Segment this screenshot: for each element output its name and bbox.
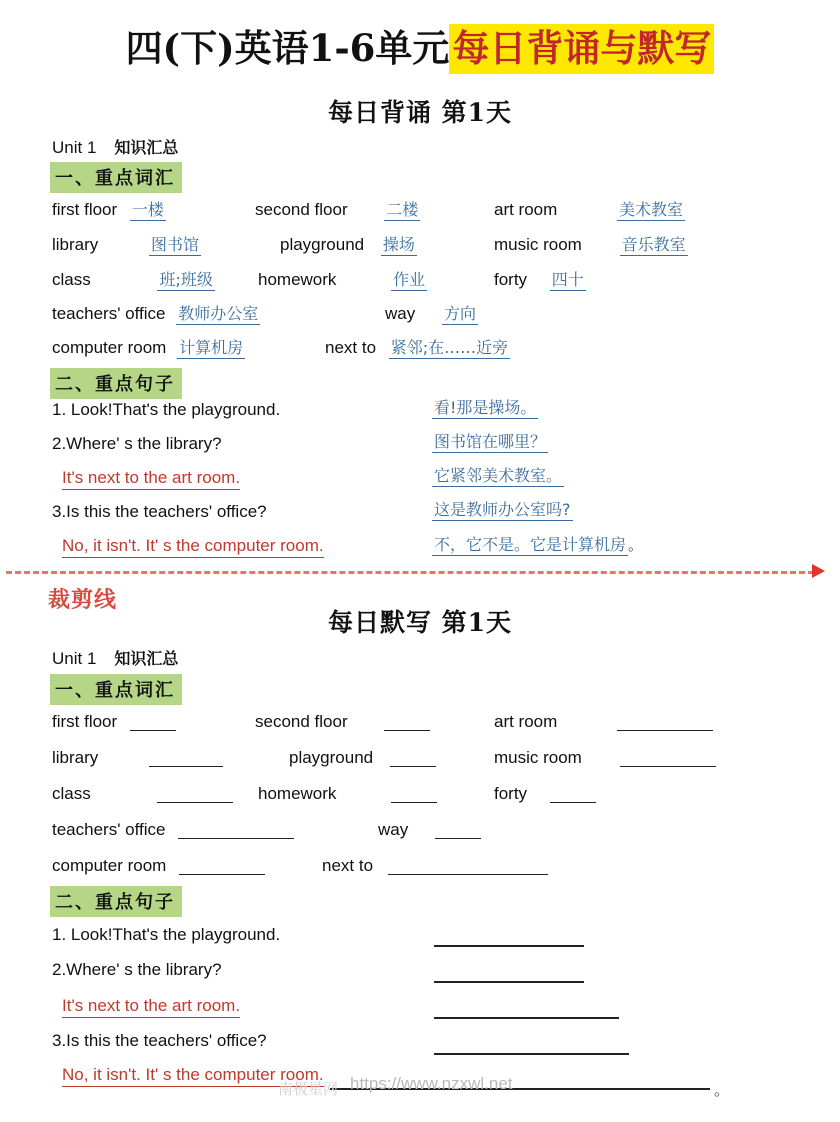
vocab-term: playground bbox=[280, 235, 365, 254]
sentence-answer: 图书馆在哪里？ bbox=[434, 432, 547, 451]
sentence-en-red: No, it isn't. It' s the computer room. bbox=[62, 536, 324, 558]
vocab-row bbox=[52, 200, 166, 221]
vocab-answer: 二楼 bbox=[386, 200, 419, 219]
vocab-term: computer room bbox=[52, 856, 167, 875]
vocab-row bbox=[52, 270, 215, 291]
cut-line-arrow-icon bbox=[812, 564, 825, 578]
unit-header-bottom bbox=[52, 646, 178, 669]
vocab-row-blank bbox=[258, 784, 437, 804]
sentence-row bbox=[52, 400, 280, 420]
sentence-row-blank bbox=[52, 925, 280, 945]
answer-blank[interactable] bbox=[391, 788, 437, 803]
recite-subtitle: 每日背诵 第1天 bbox=[327, 98, 513, 127]
vocab-term: teachers' office bbox=[52, 820, 166, 839]
watermark-cn-text: 南极星网 bbox=[278, 1080, 339, 1098]
vocab-row bbox=[52, 304, 260, 325]
vocab-answer: 作业 bbox=[393, 270, 426, 289]
vocab-answer: 计算机房 bbox=[179, 338, 244, 357]
cut-line-dashes bbox=[6, 571, 814, 574]
vocab-answer: 操场 bbox=[382, 235, 415, 254]
vocab-term: library bbox=[52, 235, 99, 254]
vocab-term: second floor bbox=[255, 712, 348, 731]
vocab-row-blank bbox=[52, 820, 294, 840]
vocab-row-blank bbox=[494, 712, 713, 732]
sentence-answer-blank[interactable] bbox=[434, 1017, 619, 1019]
answer-blank[interactable] bbox=[130, 716, 176, 731]
vocab-term: way bbox=[378, 820, 409, 839]
sentence-en: 3.Is this the teachers' office? bbox=[52, 502, 267, 521]
vocab-row-blank bbox=[494, 784, 596, 804]
vocab-term: class bbox=[52, 784, 91, 803]
unit-cn-top: 知识汇总 bbox=[114, 138, 179, 157]
vocab-row-blank bbox=[378, 820, 481, 840]
vocab-term: music room bbox=[494, 748, 582, 767]
vocab-row bbox=[52, 338, 245, 359]
sentence-row-blank bbox=[52, 1031, 267, 1051]
sentence-en: 2.Where' s the library? bbox=[52, 960, 222, 979]
dictation-subtitle: 每日默写 第1天 bbox=[327, 608, 513, 637]
vocab-term: next to bbox=[322, 856, 374, 875]
vocab-term: forty bbox=[494, 784, 528, 803]
sentence-en: 1. Look!That's the playground. bbox=[52, 925, 281, 944]
vocab-row bbox=[325, 338, 510, 359]
sentence-answer-wrap bbox=[432, 432, 548, 453]
answer-blank[interactable] bbox=[388, 860, 548, 875]
answer-blank[interactable] bbox=[550, 788, 596, 803]
answer-blank[interactable] bbox=[390, 752, 436, 767]
sentence-answer-wrap bbox=[432, 466, 564, 487]
sentence-en: 1. Look!That's the playground. bbox=[52, 400, 281, 419]
sentence-en-red: It's next to the art room. bbox=[62, 996, 240, 1018]
title-black-part: 四(下)英语1-6单元 bbox=[125, 26, 450, 70]
sentence-answer-wrap bbox=[432, 534, 643, 556]
answer-blank[interactable] bbox=[384, 716, 430, 731]
watermark-url: https://www.nzxwl.net bbox=[350, 1074, 513, 1093]
sentence-answer-blank[interactable] bbox=[434, 981, 584, 983]
vocab-row-blank bbox=[322, 856, 548, 876]
vocab-row-blank bbox=[255, 712, 430, 732]
vocab-term: first floor bbox=[52, 712, 118, 731]
cut-line-label: 裁剪线 bbox=[48, 587, 118, 613]
answer-blank[interactable] bbox=[149, 752, 223, 767]
vocab-term: homework bbox=[258, 784, 337, 803]
sentence-answer-blank[interactable] bbox=[434, 1053, 629, 1055]
vocab-row bbox=[494, 270, 586, 291]
unit-label-bottom: Unit 1 bbox=[52, 649, 97, 668]
vocab-term: library bbox=[52, 748, 99, 767]
vocab-row-blank bbox=[52, 856, 265, 876]
unit-cn-bottom: 知识汇总 bbox=[114, 649, 179, 668]
vocab-answer: 四十 bbox=[551, 270, 584, 289]
vocab-row bbox=[385, 304, 478, 325]
sentence-en-red: No, it isn't. It' s the computer room. bbox=[62, 1065, 324, 1087]
vocab-answer: 班;班级 bbox=[159, 270, 213, 289]
vocab-term: second floor bbox=[255, 200, 348, 219]
sentence-answer-wrap bbox=[432, 398, 538, 419]
sentence-row bbox=[62, 468, 240, 490]
vocab-term: art room bbox=[494, 200, 558, 219]
vocab-row bbox=[280, 235, 417, 256]
vocab-answer: 方向 bbox=[443, 304, 476, 323]
sentence-answer-wrap bbox=[432, 500, 573, 521]
vocab-answer: 教师办公室 bbox=[178, 304, 259, 323]
answer-blank[interactable] bbox=[179, 860, 265, 875]
vocab-row bbox=[494, 235, 688, 256]
sentence-en-red: It's next to the art room. bbox=[62, 468, 240, 490]
vocab-answer: 紧邻;在……近旁 bbox=[390, 338, 509, 357]
sentence-header-bottom: 二、重点句子 bbox=[50, 886, 182, 917]
answer-blank[interactable] bbox=[617, 716, 713, 731]
vocab-answer: 一楼 bbox=[131, 200, 164, 219]
vocab-term: computer room bbox=[52, 338, 167, 357]
vocab-answer: 音乐教室 bbox=[621, 235, 686, 254]
page-title bbox=[0, 18, 840, 72]
vocab-term: homework bbox=[258, 270, 337, 289]
vocab-term: playground bbox=[289, 748, 374, 767]
title-highlight-part: 每日背诵与默写 bbox=[449, 24, 714, 74]
sentence-row bbox=[52, 502, 267, 522]
sentence-header-top: 二、重点句子 bbox=[50, 368, 182, 399]
vocab-term: way bbox=[385, 304, 416, 323]
vocab-term: teachers' office bbox=[52, 304, 166, 323]
sentence-answer: 不，它不是。它是计算机房 bbox=[434, 535, 627, 554]
trailing-period-top: 。 bbox=[628, 536, 644, 554]
sentence-answer: 看!那是操场。 bbox=[434, 398, 537, 417]
answer-blank[interactable] bbox=[157, 788, 233, 803]
vocab-row-blank bbox=[52, 712, 176, 732]
vocab-row-blank bbox=[494, 748, 716, 768]
sentence-row-blank bbox=[52, 960, 222, 980]
vocab-header-top: 一、重点词汇 bbox=[50, 162, 182, 193]
unit-header-top bbox=[52, 135, 178, 158]
answer-blank[interactable] bbox=[435, 824, 481, 839]
sentence-row-blank bbox=[62, 996, 240, 1018]
vocab-term: first floor bbox=[52, 200, 118, 219]
vocab-answer: 图书馆 bbox=[151, 235, 200, 254]
vocab-answer: 美术教室 bbox=[619, 200, 684, 219]
unit-label-top: Unit 1 bbox=[52, 138, 97, 157]
sentence-row bbox=[62, 536, 324, 558]
sentence-row bbox=[52, 434, 222, 454]
vocab-term: class bbox=[52, 270, 91, 289]
trailing-period-bottom: 。 bbox=[714, 1081, 730, 1099]
answer-blank[interactable] bbox=[620, 752, 716, 767]
vocab-row bbox=[52, 235, 201, 256]
sentence-en: 3.Is this the teachers' office? bbox=[52, 1031, 267, 1050]
vocab-row-blank bbox=[52, 784, 233, 804]
sentence-answer: 这是教师办公室吗? bbox=[434, 500, 571, 519]
sentence-answer-blank[interactable] bbox=[434, 945, 584, 947]
vocab-header-bottom: 一、重点词汇 bbox=[50, 674, 182, 705]
vocab-term: forty bbox=[494, 270, 528, 289]
vocab-row bbox=[494, 200, 685, 221]
sentence-en: 2.Where' s the library? bbox=[52, 434, 222, 453]
vocab-row bbox=[255, 200, 420, 221]
sentence-answer: 它紧邻美术教室。 bbox=[434, 466, 563, 485]
vocab-row-blank bbox=[52, 748, 223, 768]
answer-blank[interactable] bbox=[178, 824, 294, 839]
vocab-term: art room bbox=[494, 712, 558, 731]
vocab-term: next to bbox=[325, 338, 377, 357]
vocab-term: music room bbox=[494, 235, 582, 254]
vocab-row bbox=[258, 270, 427, 291]
vocab-row-blank bbox=[289, 748, 436, 768]
